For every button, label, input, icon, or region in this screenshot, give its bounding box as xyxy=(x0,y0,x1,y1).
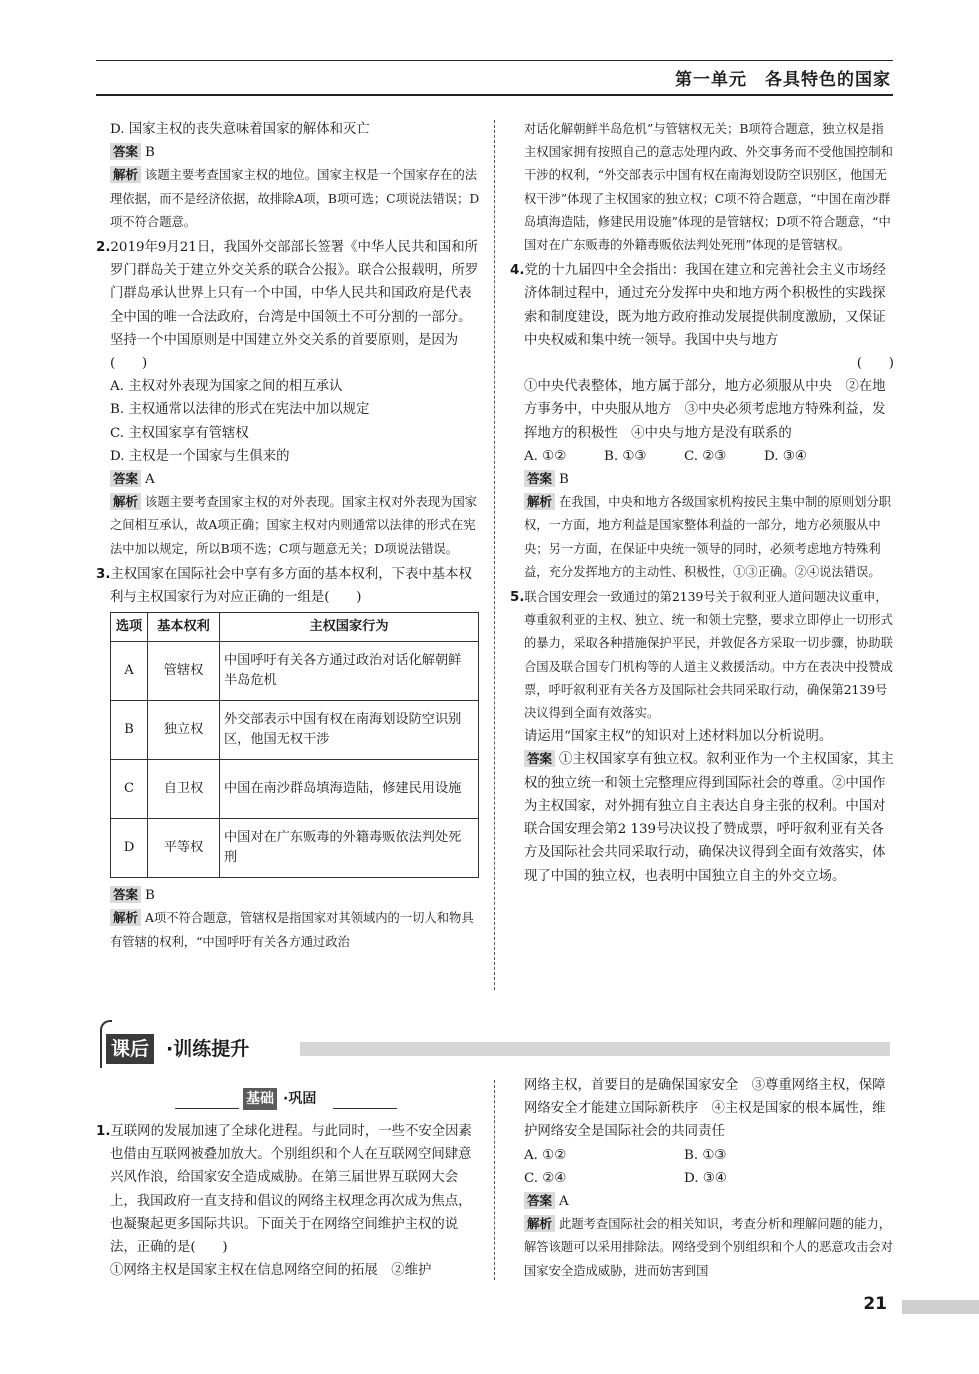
q2-explanation: 解析 该题主要考查国家主权的对外表现。国家主权对外表现为国家之间相互承认，故A项正确；国家主权对内则通常以法律的形式在宪法中加以规定，所以B项不选；C项与题意无关；D项说法错误。 xyxy=(110,494,478,556)
explanation-tag: 解析 xyxy=(110,166,141,183)
table-header: 基本权利 xyxy=(148,613,220,642)
table-row: D 平等权 中国对在广东贩毒的外籍毒贩依法判处死刑 xyxy=(111,819,479,878)
answer-tag: 答案 xyxy=(524,1192,555,1209)
q2-option-b: B. 主权通常以法律的形式在宪法中加以规定 xyxy=(110,402,370,418)
practice-q1-stem: 1.互联网的发展加速了全球化进程。与此同时，一些不安全因素也借由互联网被叠加放大。个别组织和个人在互联网空间肆意兴风作浪，给国家安全造成威胁。在第三届世界互联网大会上，我国政府一直支持和倡议的网络主权理念再次成为焦点，也凝聚起更多国际共识。下面关于在网络空间维护主权的说法，正确的是( ) xyxy=(96,1124,472,1256)
practice-q1-explanation: 解析 此题考查国际社会的相关知识，考查分析和理解问题的能力，解答该题可以采用排除法。网络受到个别组织和个人的恶意攻击会对国家安全造成威胁，进而妨害到国 xyxy=(524,1216,893,1278)
table-row: A 管辖权 中国呼吁有关各方通过政治对话化解朝鲜半岛危机 xyxy=(111,642,479,701)
subsection-rule-right xyxy=(333,1108,397,1109)
section-label-box: 课后 xyxy=(106,1034,154,1064)
left-column xyxy=(96,118,482,954)
explanation-tag: 解析 xyxy=(524,493,555,510)
q3-answer: 答案 B xyxy=(96,884,482,907)
q2-option-c: C. 主权国家享有管辖权 xyxy=(110,425,249,441)
practice-q1-options-row1: A. ①② B. ①③ xyxy=(524,1147,727,1163)
table-row: C 自卫权 中国在南沙群岛填海造陆，修建民用设施 xyxy=(111,760,479,819)
practice-q1-items: ①网络主权是国家主权在信息网络空间的拓展 ②维护 xyxy=(110,1263,432,1279)
answer-tag: 答案 xyxy=(524,470,555,487)
q2-option-d: D. 主权是一个国家与生俱来的 xyxy=(110,448,290,464)
column-divider-bottom xyxy=(494,1080,495,1280)
explanation-tag: 解析 xyxy=(110,909,141,926)
page-number: 21 xyxy=(863,1294,887,1314)
table-header: 主权国家行为 xyxy=(220,613,479,642)
q1-option-d: D. 国家主权的丧失意味着国家的解体和灭亡 xyxy=(110,122,370,137)
bottom-right-column xyxy=(510,1074,894,1283)
column-divider-top xyxy=(494,120,495,990)
practice-q1-items-continued: 网络主权，首要目的是确保国家安全 ③尊重网络主权，保障网络安全才能建立国际新秩序 ④主权是国家的根本属性，维护网络安全是国际社会的共同责任 xyxy=(524,1078,886,1140)
q3-explanation: 解析 A项不符合题意，管辖权是指国家对其领域内的一切人和物具有管辖的权利，“中国呼吁有关各方通过政治 xyxy=(110,910,474,949)
q4-answer-paren: ( ) xyxy=(856,356,894,372)
q4-answer: 答案 B xyxy=(510,468,894,491)
section-banner xyxy=(100,1020,890,1068)
subsection-heading xyxy=(175,1088,397,1112)
explanation-tag: 解析 xyxy=(524,1215,555,1232)
answer-tag: 答案 xyxy=(110,470,141,487)
q3-table xyxy=(110,612,479,878)
right-column xyxy=(510,118,894,888)
q2-stem: 2.2019年9月21日，我国外交部部长签署《中华人民共和国和所罗门群岛关于建立外交关系的联合公报》。联合公报载明，所罗门群岛承认世界上只有一个中国，中华人民共和国政府是代表全中国的唯一合法政府，台湾是中国领土不可分割的一部分。坚持一个中国原则是中国建立外交关系的首要原则，是因为( ) xyxy=(96,240,479,372)
bottom-left-column xyxy=(96,1120,482,1282)
page-number-bar xyxy=(902,1300,979,1314)
practice-q1-options-row2: C. ②④ D. ③④ xyxy=(524,1170,727,1186)
q5-ask: 请运用“国家主权”的知识对上述材料加以分析说明。 xyxy=(524,729,833,745)
q2-answer: 答案 A xyxy=(96,468,482,491)
table-row: B 独立权 外交部表示中国有权在南海划设防空识别区，他国无权干涉 xyxy=(111,701,479,760)
q1-explanation: 解析 该题主要考查国家主权的地位。国家主权是一个国家存在的法理依据，而不是经济依据，故排除A项，B项可选；C项说法错误；D项不符合题意。 xyxy=(110,167,480,229)
header-bottom-rule xyxy=(96,94,893,96)
q5-answer: 答案 ①主权国家享有独立权。叙利亚作为一个主权国家，其主权的独立统一和领土完整理应得到国际社会的尊重。②中国作为主权国家，对外拥有独立自主表达自身主张的权利。中国对联合国安理会第2 139号决议投了赞成票，呼吁叙利亚有关各方及国际社会共同采取行动，确保决议得到全面有效落实，体现了中国的独立权，也表明中国独立自主的外交立场。 xyxy=(524,751,894,884)
q1-answer: 答案 B xyxy=(96,141,482,164)
section-title: ·训练提升 xyxy=(166,1038,250,1060)
answer-tag: 答案 xyxy=(110,143,141,160)
subsection-rule-left xyxy=(175,1108,239,1109)
table-header: 选项 xyxy=(111,613,148,642)
subsection-title: ·巩固 xyxy=(283,1091,317,1107)
practice-q1-answer: 答案 A xyxy=(510,1190,894,1213)
q5-stem: 5.联合国安理会一致通过的第2139号关于叙利亚人道问题决议重申，尊重叙利亚的主权、独立、统一和领土完整，要求立即停止一切形式的暴力，采取各种措施保护平民，并敦促各方采取一切步骤，协助联合国及联合国专门机构等的人道主义救援活动。中方在表决中投赞成票，呼吁叙利亚有关各方及国际社会共同采取行动，确保第2139号决议得到全面有效落实。 xyxy=(510,590,893,721)
q4-items: ①中央代表整体，地方属于部分，地方必须服从中央 ②在地方事务中，中央服从地方 ③中央必须考虑地方特殊利益，发挥地方的积极性 ④中央与地方是没有联系的 xyxy=(524,379,886,441)
explanation-tag: 解析 xyxy=(110,493,141,510)
q4-stem: 4.党的十九届四中全会指出：我国在建立和完善社会主义市场经济体制过程中，通过充分发挥中央和地方两个积极性的实践探索和制度建设，既为地方政府推动发展提供制度激励，又保证中央权威和集中统一领导。我国中央与地方 xyxy=(510,263,886,348)
q3-stem: 3.主权国家在国际社会中享有多方面的基本权利，下表中基本权利与主权国家行为对应正确的一组是( ) xyxy=(96,566,472,606)
subsection-label-box: 基础 xyxy=(243,1088,277,1110)
unit-title: 第一单元 各具特色的国家 xyxy=(675,70,891,90)
answer-tag: 答案 xyxy=(110,886,141,903)
q4-options: A. ①② B. ①③ C. ②③ D. ③④ xyxy=(524,448,807,464)
q2-option-a: A. 主权对外表现为国家之间的相互承认 xyxy=(110,379,343,395)
q4-explanation: 解析 在我国，中央和地方各级国家机构按民主集中制的原则划分职权，一方面，地方利益是国家整体利益的一部分，地方必须服从中央；另一方面，在保证中央统一领导的同时，必须考虑地方特殊利益，充分发挥地方的主动性、积极性，①③正确。②④说法错误。 xyxy=(524,494,892,579)
header-top-rule xyxy=(96,60,893,61)
section-gray-bar xyxy=(300,1042,890,1056)
q3-explanation-continued: 对话化解朝鲜半岛危机”与管辖权无关；B项符合题意，独立权是指主权国家拥有按照自己的意志处理内政、外交事务而不受他国控制和干涉的权利，“外交部表示中国有权在南海划设防空识别区，他国无权干涉”体现了主权国家的独立权；C项不符合题意，“中国在南沙群岛填海造陆，修建民用设施”体现的是管辖权；D项不符合题意，“中国对在广东贩毒的外籍毒贩依法判处死刑”体现的是管辖权。 xyxy=(524,122,893,253)
answer-tag: 答案 xyxy=(524,750,555,767)
